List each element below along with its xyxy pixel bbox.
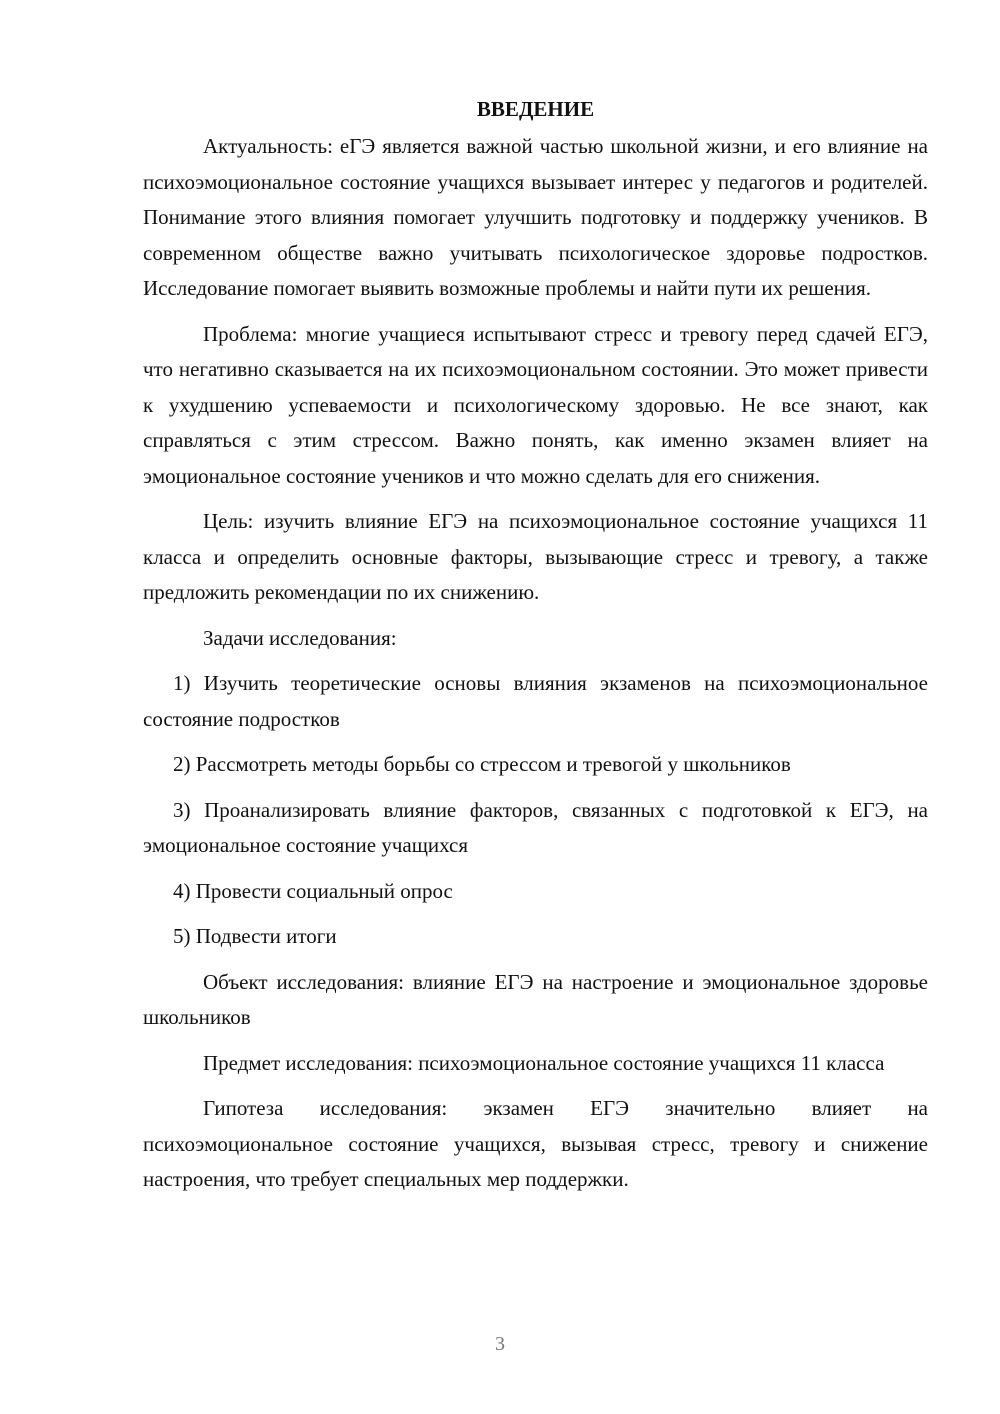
subject-paragraph: Предмет исследования: психоэмоциональное состояние учащихся 11 класса <box>203 1050 885 1075</box>
relevance-paragraph: Актуальность: еГЭ является важной частью школьной жизни, и его влияние на психоэмоциональное состояние учащихся вызывает интерес у педагогов и родителей. Понимание этого влияния помогает улучшить подготовку и поддержку учеников. В современном обществе важно учитывать психологическое здоровье подростков. Исследование помогает выявить возможные проблемы и найти пути их решения. <box>143 134 928 300</box>
goal-paragraph: Цель: изучить влияние ЕГЭ на психоэмоциональное состояние учащихся 11 класса и определить основные факторы, вызывающие стресс и тревогу, а также предложить рекомендации по их снижению. <box>143 509 928 604</box>
page-number: 3 <box>495 1333 505 1355</box>
problem-paragraph: Проблема: многие учащиеся испытывают стресс и тревогу перед сдачей ЕГЭ, что негативно сказывается на их психоэмоциональном состоянии. Это может привести к ухудшению успеваемости и психологическому здоровью. Не все знают, как справляться с этим стрессом. Важно понять, как именно экзамен влияет на эмоциональное состояние учеников и что можно сделать для его снижения. <box>143 321 928 488</box>
document-page <box>143 92 928 1208</box>
task-item-1: 1) Изучить теоретические основы влияния экзаменов на психоэмоциональное состояние подростков <box>143 671 928 731</box>
task-item-5: 5) Подвести итоги <box>173 924 337 948</box>
object-paragraph: Объект исследования: влияние ЕГЭ на настроение и эмоциональное здоровье школьников <box>143 969 928 1029</box>
hypothesis-paragraph: Гипотеза исследования: экзамен ЕГЭ значительно влияет на психоэмоциональное состояние учащихся, вызывая стресс, тревогу и снижение настроения, что требует специальных мер поддержки. <box>143 1096 928 1191</box>
task-item-4: 4) Провести социальный опрос <box>173 878 453 903</box>
tasks-heading: Задачи исследования: <box>203 625 397 650</box>
section-title: ВВЕДЕНИЕ <box>476 97 595 121</box>
task-item-2: 2) Рассмотреть методы борьбы со стрессом и тревогой у школьников <box>173 752 791 776</box>
task-item-3: 3) Проанализировать влияние факторов, связанных с подготовкой к ЕГЭ, на эмоциональное состояние учащихся <box>143 797 928 857</box>
